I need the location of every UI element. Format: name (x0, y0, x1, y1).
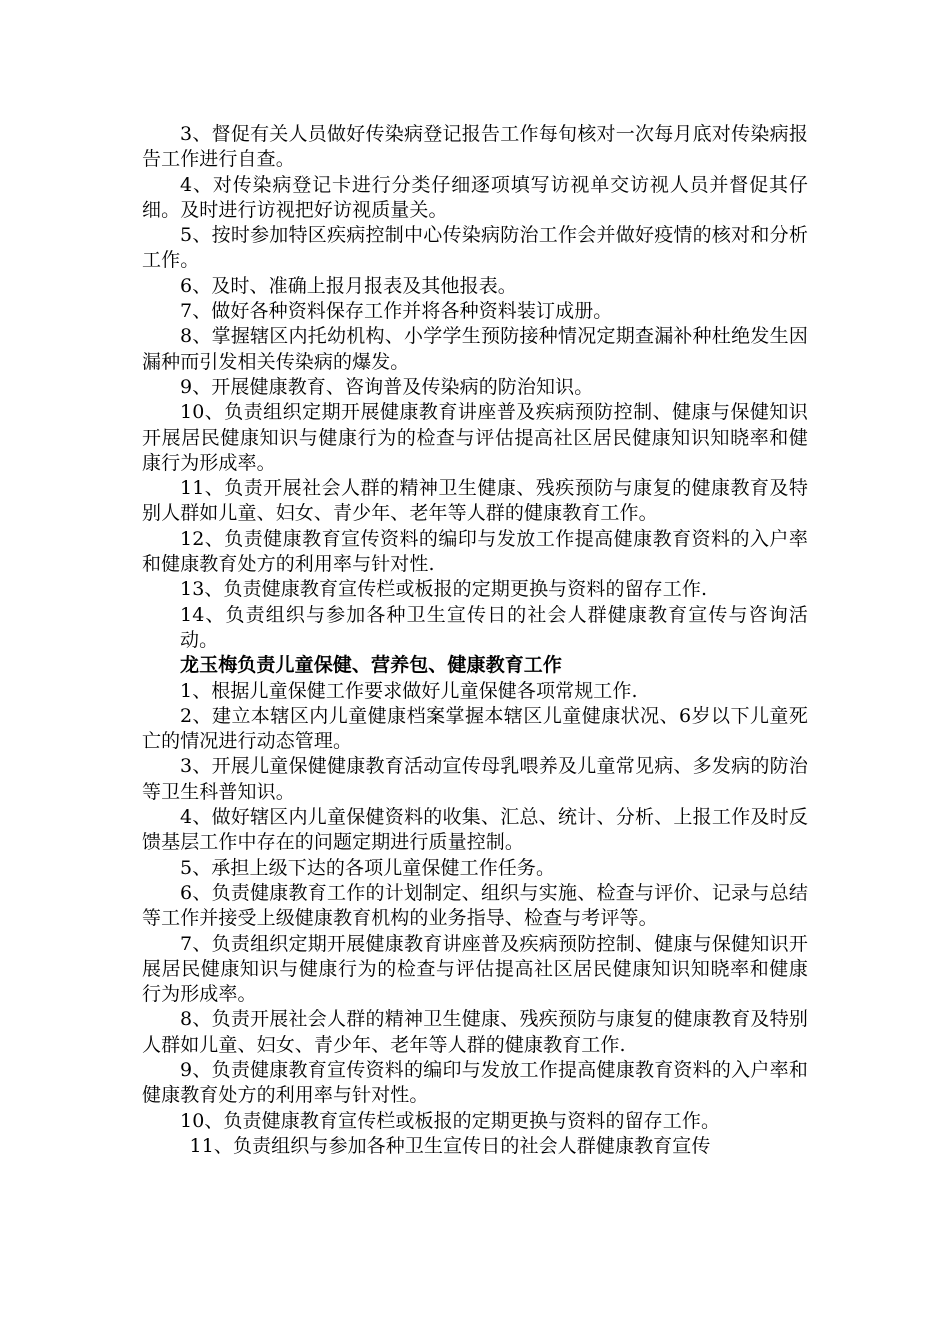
child-care-item-8: 8、负责开展社会人群的精神卫生健康、残疾预防与康复的健康教育及特别人群如儿童、妇女、青少年、老年等人群的健康教育工作. (142, 1008, 808, 1056)
duty-item-6: 6、及时、准确上报月报表及其他报表。 (180, 274, 517, 297)
duty-item-12: 12、负责健康教育宣传资料的编印与发放工作提高健康教育资料的入户率和健康教育处方的利用率与针对性. (142, 527, 808, 576)
child-care-item-10: 10、负责健康教育宣传栏或板报的定期更换与资料的留存工作。 (180, 1109, 721, 1132)
duty-item-14: 14、负责组织与参加各种卫生宣传日的社会人群健康教育宣传与咨询活动。 (180, 603, 808, 651)
duty-item-3: 3、督促有关人员做好传染病登记报告工作每旬核对一次每月底对传染病报告工作进行自查。 (142, 123, 808, 171)
duty-item-11: 11、负责开展社会人群的精神卫生健康、残疾预防与康复的健康教育及特别人群如儿童、妇女、青少年、老年等人群的健康教育工作。 (142, 477, 808, 525)
duty-item-13: 13、负责健康教育宣传栏或板报的定期更换与资料的留存工作. (180, 578, 708, 601)
duty-item-5: 5、按时参加特区疾病控制中心传染病防治工作会并做好疫情的核对和分析工作。 (142, 224, 808, 272)
child-care-item-9: 9、负责健康教育宣传资料的编印与发放工作提高健康教育资料的入户率和健康教育处方的利用率与针对性。 (142, 1058, 808, 1107)
duty-item-9: 9、开展健康教育、咨询普及传染病的防治知识。 (180, 375, 594, 398)
duty-item-10: 10、负责组织定期开展健康教育讲座普及疾病预防控制、健康与保健知识开展居民健康知识与健康行为的检查与评估提高社区居民健康知识知晓率和健康行为形成率。 (142, 401, 808, 474)
child-care-item-5: 5、承担上级下达的各项儿童保健工作任务。 (180, 856, 556, 879)
child-care-item-1: 1、根据儿童保健工作要求做好儿童保健各项常规工作. (180, 679, 638, 702)
child-care-item-6: 6、负责健康教育工作的计划制定、组织与实施、检查与评价、记录与总结等工作并接受上级健康教育机构的业务指导、检查与考评等。 (142, 881, 808, 930)
child-care-item-4: 4、做好辖区内儿童保健资料的收集、汇总、统计、分析、上报工作及时反馈基层工作中存在的问题定期进行质量控制。 (142, 806, 808, 854)
child-care-item-7: 7、负责组织定期开展健康教育讲座普及疾病预防控制、健康与保健知识开展居民健康知识与健康行为的检查与评估提高社区居民健康知识知晓率和健康行为形成率。 (142, 932, 808, 1006)
duty-item-4: 4、对传染病登记卡进行分类仔细逐项填写访视单交访视人员并督促其仔细。及时进行访视把好访视质量关。 (142, 173, 808, 221)
child-care-item-2: 2、建立本辖区内儿童健康档案掌握本辖区儿童健康状况、6岁以下儿童死亡的情况进行动态管理。 (142, 704, 808, 753)
child-care-item-3: 3、开展儿童保健健康教育活动宣传母乳喂养及儿童常见病、多发病的防治等卫生科普知识。 (142, 755, 808, 803)
child-care-item-11: 11、负责组织与参加各种卫生宣传日的社会人群健康教育宣传 (189, 1134, 711, 1157)
document-body (142, 122, 808, 1159)
duty-item-7: 7、做好各种资料保存工作并将各种资料装订成册。 (180, 300, 613, 323)
duty-item-8: 8、掌握辖区内托幼机构、小学学生预防接种情况定期查漏补种杜绝发生因漏种而引发相关传染病的爆发。 (142, 325, 808, 373)
section-heading: 龙玉梅负责儿童保健、营养包、健康教育工作 (180, 654, 563, 677)
